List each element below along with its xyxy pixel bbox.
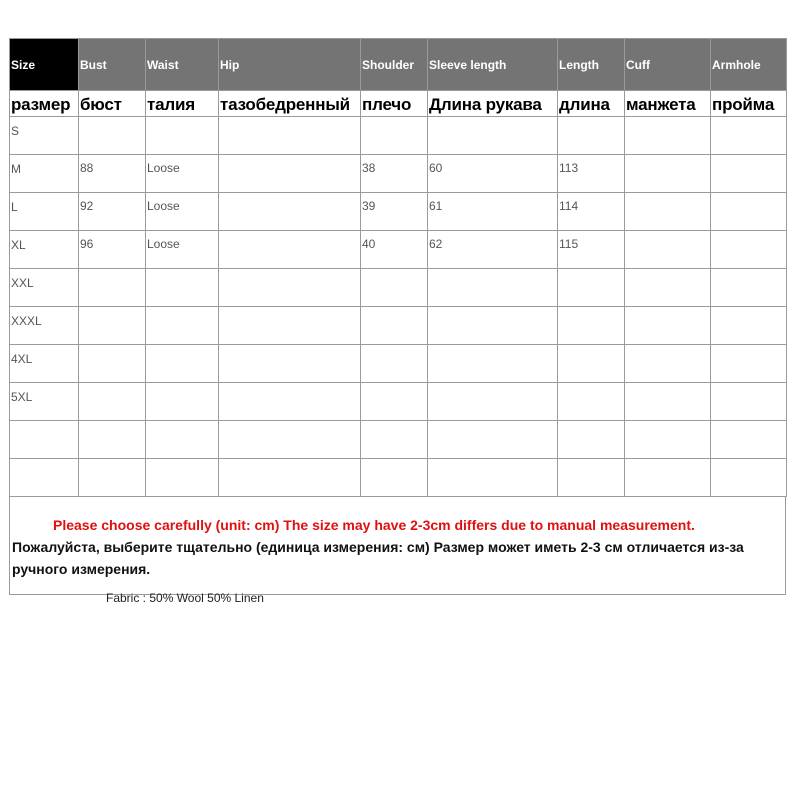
table-cell	[146, 345, 219, 383]
table-cell: Loose	[146, 155, 219, 193]
table-cell	[79, 383, 146, 421]
size-cell: XXXL	[10, 307, 79, 345]
fabric-composition: Fabric : 50% Wool 50% Linen	[106, 591, 264, 605]
size-cell	[10, 421, 79, 459]
table-cell	[625, 345, 711, 383]
table-row	[10, 231, 787, 269]
header-size: Size	[10, 39, 79, 91]
table-cell	[428, 269, 558, 307]
table-cell	[219, 155, 361, 193]
header-sleeve-length: Sleeve length	[428, 39, 558, 91]
table-cell	[146, 383, 219, 421]
header-ru-size: размер	[10, 91, 79, 117]
table-cell	[428, 459, 558, 497]
table-cell	[625, 307, 711, 345]
size-cell	[10, 459, 79, 497]
table-cell	[219, 307, 361, 345]
header-bust: Bust	[79, 39, 146, 91]
header-ru-armhole: пройма	[711, 91, 787, 117]
table-row	[10, 117, 787, 155]
table-cell	[558, 269, 625, 307]
table-cell	[361, 117, 428, 155]
table-cell: 114	[558, 193, 625, 231]
table-cell	[428, 345, 558, 383]
size-cell: S	[10, 117, 79, 155]
table-cell: 60	[428, 155, 558, 193]
header-ru-shoulder: плечо	[361, 91, 428, 117]
table-cell	[219, 383, 361, 421]
header-hip: Hip	[219, 39, 361, 91]
header-row-ru	[10, 91, 787, 117]
table-cell	[146, 117, 219, 155]
header-armhole: Armhole	[711, 39, 787, 91]
header-cuff: Cuff	[625, 39, 711, 91]
table-cell	[361, 421, 428, 459]
table-cell	[711, 155, 787, 193]
header-shoulder: Shoulder	[361, 39, 428, 91]
table-cell	[219, 117, 361, 155]
table-cell	[219, 231, 361, 269]
table-cell	[711, 421, 787, 459]
table-cell	[625, 231, 711, 269]
table-cell	[625, 459, 711, 497]
table-cell	[558, 459, 625, 497]
header-ru-sleeve-length: Длина рукава	[428, 91, 558, 117]
size-cell: 5XL	[10, 383, 79, 421]
table-cell	[428, 307, 558, 345]
table-cell: 39	[361, 193, 428, 231]
table-cell	[711, 383, 787, 421]
table-cell	[146, 307, 219, 345]
table-cell: Loose	[146, 193, 219, 231]
table-row	[10, 421, 787, 459]
size-cell: M	[10, 155, 79, 193]
notice-english: Please choose carefully (unit: cm) The size may have 2-3cm differs due to manual measurement.	[53, 517, 695, 533]
table-cell	[558, 421, 625, 459]
table-cell	[219, 459, 361, 497]
table-row	[10, 345, 787, 383]
table-cell	[219, 421, 361, 459]
table-row	[10, 193, 787, 231]
notice-russian: Пожалуйста, выберите тщательно (единица измерения: см) Размер может иметь 2-3 см отличается из-за ручного измерения.	[12, 539, 744, 577]
size-cell: 4XL	[10, 345, 79, 383]
table-row	[10, 155, 787, 193]
table-cell	[625, 117, 711, 155]
table-cell	[711, 307, 787, 345]
header-ru-length: длина	[558, 91, 625, 117]
table-cell: 113	[558, 155, 625, 193]
table-cell	[361, 345, 428, 383]
table-cell	[711, 459, 787, 497]
header-waist: Waist	[146, 39, 219, 91]
table-cell	[361, 307, 428, 345]
table-cell	[428, 383, 558, 421]
size-table-body	[10, 39, 787, 497]
table-row	[10, 459, 787, 497]
table-cell	[146, 269, 219, 307]
table-cell	[625, 269, 711, 307]
table-cell	[711, 269, 787, 307]
table-cell: 38	[361, 155, 428, 193]
table-cell	[79, 459, 146, 497]
table-cell	[79, 117, 146, 155]
table-cell	[361, 269, 428, 307]
table-cell	[711, 193, 787, 231]
table-cell	[219, 193, 361, 231]
header-ru-cuff: манжета	[625, 91, 711, 117]
table-cell	[558, 383, 625, 421]
table-cell	[361, 383, 428, 421]
table-cell	[361, 459, 428, 497]
table-cell	[79, 421, 146, 459]
table-row	[10, 383, 787, 421]
table-cell	[219, 269, 361, 307]
measurement-notice	[9, 497, 786, 595]
table-cell: Loose	[146, 231, 219, 269]
table-cell	[625, 155, 711, 193]
table-cell	[711, 231, 787, 269]
header-ru-bust: бюст	[79, 91, 146, 117]
table-cell: 62	[428, 231, 558, 269]
table-cell	[711, 117, 787, 155]
header-ru-hip: тазобедренный	[219, 91, 361, 117]
table-row	[10, 269, 787, 307]
table-cell	[79, 307, 146, 345]
size-cell: L	[10, 193, 79, 231]
table-cell	[146, 459, 219, 497]
table-cell	[558, 307, 625, 345]
header-ru-waist: талия	[146, 91, 219, 117]
size-table	[9, 38, 787, 497]
table-cell	[79, 345, 146, 383]
table-cell	[428, 117, 558, 155]
size-cell: XXL	[10, 269, 79, 307]
table-cell: 92	[79, 193, 146, 231]
table-cell	[625, 193, 711, 231]
table-cell	[79, 269, 146, 307]
table-cell	[219, 345, 361, 383]
size-chart	[9, 38, 786, 595]
table-cell	[625, 421, 711, 459]
table-cell	[711, 345, 787, 383]
table-cell	[558, 345, 625, 383]
table-cell: 115	[558, 231, 625, 269]
table-cell: 88	[79, 155, 146, 193]
table-row	[10, 307, 787, 345]
table-cell: 96	[79, 231, 146, 269]
table-cell: 61	[428, 193, 558, 231]
header-row-en	[10, 39, 787, 91]
size-cell: XL	[10, 231, 79, 269]
table-cell	[146, 421, 219, 459]
table-cell	[625, 383, 711, 421]
table-cell	[428, 421, 558, 459]
table-cell: 40	[361, 231, 428, 269]
header-length: Length	[558, 39, 625, 91]
table-cell	[558, 117, 625, 155]
